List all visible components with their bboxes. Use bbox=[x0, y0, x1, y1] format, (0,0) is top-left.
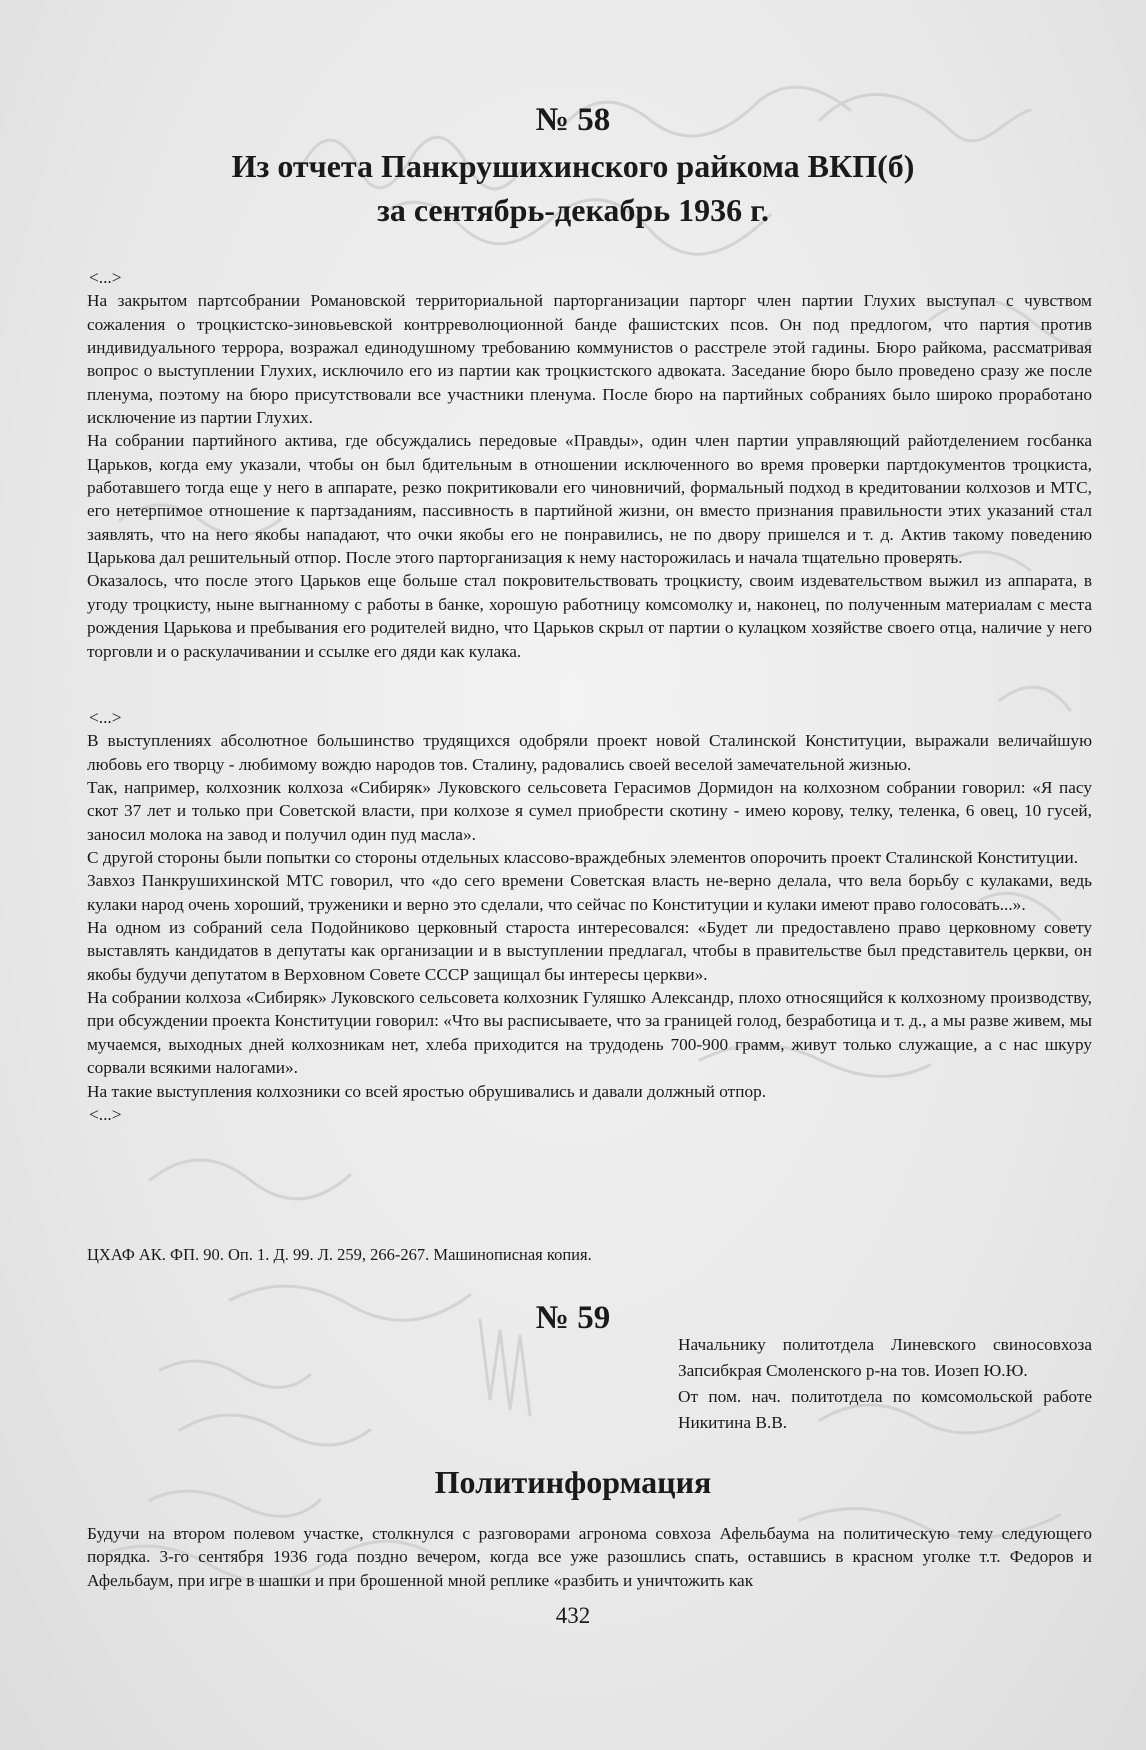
omission-mark: <...> bbox=[89, 708, 122, 727]
body-paragraph: На одном из собраний села Подойниково церковный староста интересовался: «Будет ли предоставлено право церковному совету выставлять кандидатов в депутаты как организации и в выступлении предлагал, чтобы в правительстве был представитель церкви, он якобы будучи депутатом в Верховном Совете СССР защищал бы интересы церкви». bbox=[87, 918, 1092, 984]
doc59-body bbox=[87, 1522, 1092, 1592]
addressee-sender: От пом. нач. политотдела по комсомольской работе Никитина В.В. bbox=[678, 1387, 1092, 1432]
body-paragraph: На собрании партийного актива, где обсуждались передовые «Правды», один член партии управляющий райотделением госбанка Царьков, когда ему указали, чтобы он был бдительным в отношении исключенного во время проверки партдокументов троцкиста, работавшего тогда еще у него в аппарате, резко покритиковали его чиновничий, формальный подход в кредитовании колхозов и МТС, его нетерпимое отношение к партзаданиям, пассивность в партийной жизни, он вместо признания правильности этих указаний стал заявлять, что на него якобы нападают, что очки якобы его не понравились, не по двору пришелся и т. д. Актив такому поведению Царькова дал решительный отпор. После этого парторганизация к нему насторожилась и начала тщательно проверять. bbox=[87, 431, 1092, 568]
doc58-title-line2: за сентябрь-декабрь 1936 г. bbox=[376, 192, 770, 228]
doc58-body-part-b bbox=[87, 706, 1092, 1126]
body-paragraph: Будучи на втором полевом участке, столкнулся с разговорами агронома совхоза Афельбаума на политическую тему следующего порядка. 3-го сентября 1936 года поздно вечером, когда все уже разошлись спать, оставшись в красном уголке т.т. Федоров и Афельбаум, при игре в шашки и при брошенной мной реплике «разбить и уничтожить как bbox=[87, 1524, 1092, 1590]
archive-source-reference: ЦХАФ АК. ФП. 90. Оп. 1. Д. 99. Л. 259, 266-267. Машинописная копия. bbox=[87, 1245, 592, 1264]
doc58-title-line1: Из отчета Панкрушихинского райкома ВКП(б) bbox=[231, 148, 915, 184]
body-paragraph: На закрытом партсобрании Романовской территориальной парторганизации парторг член партии Глухих выступал с чувством сожаления о троцкистско-зиновьевской контрреволюционной банде фашистских псов. Он под предлогом, что партия против индивидуального террора, возражал единодушному требованию коммунистов о расстреле этой гадины. Бюро райкома, рассматривая вопрос о выступлении Глухих, исключило его из партии как троцкистского адвоката. Заседание бюро было проведено сразу же после пленума, поэтому на бюро присутствовали все участники пленума. После бюро на партийных собраниях было широко проработано исключение из партии Глухих. bbox=[87, 291, 1092, 428]
doc59-addressee-block bbox=[678, 1332, 1092, 1436]
page-number: 432 bbox=[555, 1603, 591, 1628]
body-paragraph: На такие выступления колхозники со всей яростью обрушивались и давали должный отпор. bbox=[87, 1081, 767, 1101]
omission-mark: <...> bbox=[89, 1104, 122, 1124]
doc59-title: Политинформация bbox=[434, 1464, 712, 1500]
doc59-number: № 59 bbox=[535, 1300, 611, 1336]
body-paragraph: Завхоз Панкрушихинской МТС говорил, что «до сего времени Советская власть не-верно делала, что вела борьбу с кулаками, ведь кулаки народ очень хороший, труженики и верно это сделали, что сейчас по Конституции и кулаки имеют право голосовать...». bbox=[87, 871, 1092, 914]
omission-mark: <...> bbox=[89, 268, 122, 287]
body-paragraph: С другой стороны были попытки со стороны отдельных классово-враждебных элементов опорочить проект Сталинской Конституции. bbox=[87, 848, 1079, 868]
body-paragraph: Так, например, колхозник колхоза «Сибиряк» Луковского сельсовета Герасимов Дормидон на колхозном собрании говорил: «Я пасу скот 37 лет и только при Советской власти, при колхозе я сумел приобрести скотину - имею корову, телку, теленка, 6 овец, 10 гусей, заносил молока на завод и получил один пуд масла». bbox=[87, 778, 1092, 844]
doc58-number: № 58 bbox=[535, 102, 611, 138]
body-paragraph: На собрании колхоза «Сибиряк» Луковского сельсовета колхозник Гуляшко Александр, плохо относящийся к колхозному производству, при обсуждении проекта Конституции говорил: «Что вы расписываете, что за границей голод, безработица и т. д., а мы разве живем, мы мучаемся, выходных дней колхозникам нет, хлеба приходится на трудодень 700-900 грамм, живут только служащие, а с нас шкуру сорвали всякими налогами». bbox=[87, 988, 1092, 1078]
body-paragraph: Оказалось, что после этого Царьков еще больше стал покровительствовать троцкисту, своим издевательством выжил из аппарата, в угоду троцкисту, ныне выгнанному с работы в банке, хорошую работницу комсомолку и, наконец, по полученным материалам с места рождения Царькова и пребывания его родителей видно, что Царьков скрыл от партии о кулацком хозяйстве своего отца, наличие у него торговли и о раскулачивании и ссылке его дяди как кулака. bbox=[87, 571, 1092, 661]
body-paragraph: В выступлениях абсолютное большинство трудящихся одобряли проект новой Сталинской Конституции, выражали величайшую любовь его творцу - любимому вождю народов тов. Сталину, радовались своей веселой замечательной жизнью. bbox=[87, 731, 1092, 774]
addressee-recipient: Начальнику политотдела Линевского свиносовхоза Запсибкрая Смоленского р-на тов. Иозеп Ю.Ю. bbox=[678, 1335, 1092, 1380]
doc58-body-part-a bbox=[87, 266, 1092, 663]
